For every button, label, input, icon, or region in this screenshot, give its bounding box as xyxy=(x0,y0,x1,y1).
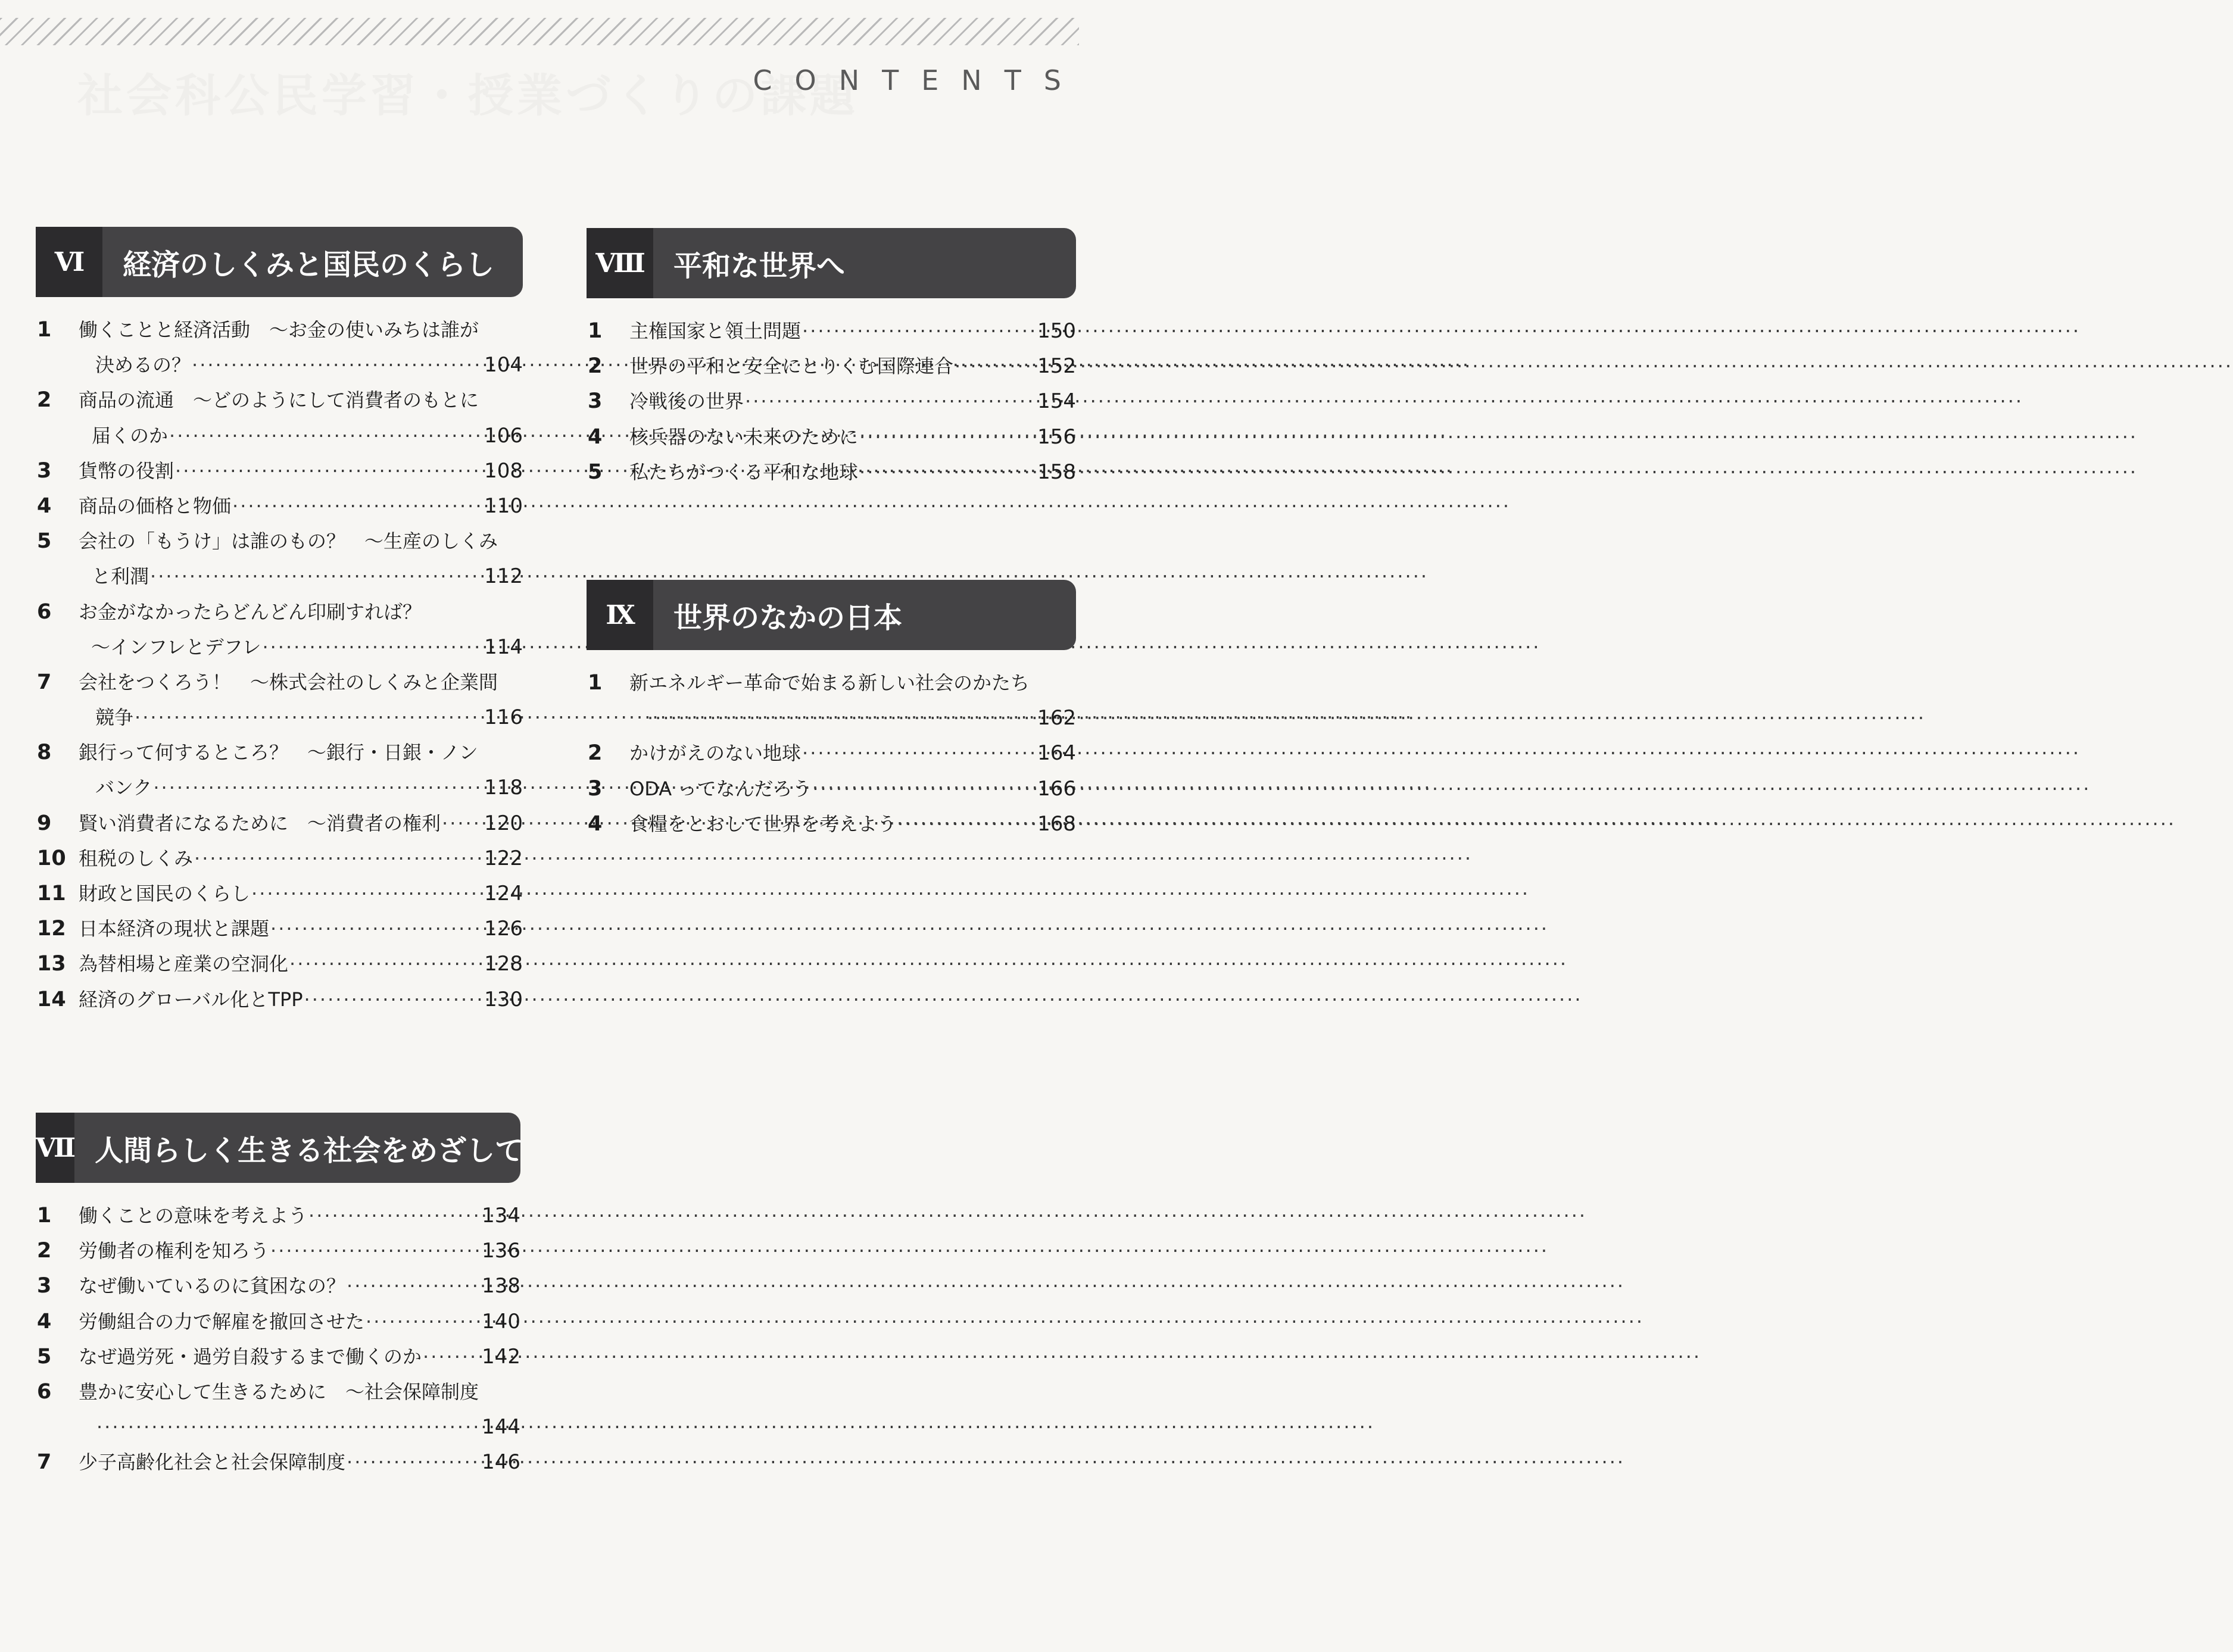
entry-page: 104 xyxy=(484,353,523,377)
leader-dots xyxy=(858,420,1037,455)
entry-number: 6 xyxy=(37,1379,52,1404)
section-title: 平和な世界へ xyxy=(673,249,846,283)
entry-title: 会社をつくろう！ ～株式会社のしくみと企業間 xyxy=(79,670,498,694)
entry-number: 8 xyxy=(37,741,52,765)
toc-entry[interactable] xyxy=(36,1198,520,1233)
leader-dots xyxy=(152,770,484,805)
toc-entry[interactable] xyxy=(36,1233,520,1269)
leader-dots xyxy=(646,701,1037,736)
entry-number: 1 xyxy=(588,671,603,695)
toc-entry[interactable] xyxy=(587,420,1076,455)
entry-title: 会社の「もうけ」は誰のもの？ ～生産のしくみ xyxy=(79,530,498,553)
section-8 xyxy=(587,228,1076,490)
entry-title-continued: ～インフレとデフレ xyxy=(91,635,261,658)
leader-dots xyxy=(345,1269,482,1304)
section-header xyxy=(587,580,1076,650)
toc-entry[interactable] xyxy=(587,772,1076,807)
entry-number: 2 xyxy=(37,1239,52,1263)
leader-dots xyxy=(345,1445,482,1480)
top-hatch-band xyxy=(0,18,1079,45)
entry-title: 核兵器のない未来のために xyxy=(629,425,859,448)
toc-entry[interactable] xyxy=(587,666,1076,736)
section-numeral: Ⅵ xyxy=(36,227,102,297)
entry-number: 2 xyxy=(588,354,603,379)
entry-title-continued: バンク xyxy=(95,776,152,800)
entry-title: なぜ働いているのに貧困なの？ xyxy=(79,1275,346,1298)
entry-page: 146 xyxy=(482,1450,520,1475)
entry-page: 118 xyxy=(484,776,523,800)
entry-title: 労働組合の力で解雇を撤回させた xyxy=(79,1310,365,1333)
leader-dots xyxy=(133,700,484,735)
toc-entry[interactable] xyxy=(587,455,1076,490)
toc-entry[interactable] xyxy=(587,736,1076,771)
entry-title: 働くことの意味を考えよう xyxy=(79,1204,308,1227)
faded-book-title: 社会科公民学習・授業づくりの課題 xyxy=(77,69,859,122)
toc-entry[interactable] xyxy=(36,454,523,489)
entry-number: 4 xyxy=(588,424,603,449)
entry-page: 108 xyxy=(484,458,523,483)
leader-dots xyxy=(307,1198,482,1233)
entry-page: 156 xyxy=(1037,424,1076,449)
entry-page: 150 xyxy=(1037,319,1076,343)
entry-page: 152 xyxy=(1037,354,1076,379)
toc-entry[interactable] xyxy=(587,384,1076,419)
leader-dots xyxy=(288,947,484,982)
leader-dots xyxy=(744,384,1037,419)
entry-page: 128 xyxy=(484,952,523,976)
section-6 xyxy=(36,227,523,1017)
entry-page: 136 xyxy=(482,1239,520,1263)
entry-number: 1 xyxy=(588,319,603,343)
toc-entry[interactable] xyxy=(36,841,523,876)
entry-title-continued: 届くのか xyxy=(92,424,169,447)
leader-dots xyxy=(858,455,1037,490)
entry-number: 12 xyxy=(37,917,66,941)
entry-title: 豊かに安心して生きるために ～社会保障制度 xyxy=(79,1380,479,1403)
entry-title: なぜ過労死・過労自殺するまで働くのか xyxy=(79,1345,422,1368)
entry-page: 114 xyxy=(484,635,523,659)
entry-number: 5 xyxy=(37,529,52,554)
entry-page: 106 xyxy=(484,423,523,448)
section-header xyxy=(587,228,1076,298)
entry-page: 130 xyxy=(484,987,523,1011)
entry-number: 10 xyxy=(37,846,66,870)
section-header xyxy=(36,1113,524,1183)
entry-page: 126 xyxy=(484,917,523,941)
leader-dots xyxy=(149,559,484,594)
entry-number: 1 xyxy=(37,318,52,342)
entry-number: 4 xyxy=(37,1309,52,1334)
section-title: 人間らしく生きる社会をめざして xyxy=(95,1133,524,1167)
entry-title: かけがえのない地球 xyxy=(629,742,801,765)
entry-page: 122 xyxy=(484,846,523,870)
toc-list xyxy=(587,666,1076,842)
toc-entry[interactable] xyxy=(36,1445,520,1480)
entry-title: 租税のしくみ xyxy=(79,847,194,870)
toc-entry[interactable] xyxy=(36,489,523,524)
toc-entry[interactable] xyxy=(36,1269,520,1304)
toc-entry[interactable] xyxy=(36,524,523,594)
entry-title: 銀行って何するところ？ ～銀行・日銀・ノン xyxy=(79,741,478,764)
entry-page: 142 xyxy=(482,1344,520,1369)
toc-entry[interactable] xyxy=(587,314,1076,349)
entry-page: 144 xyxy=(482,1415,520,1439)
entry-title-continued: 決めるの？ xyxy=(95,354,191,377)
section-9 xyxy=(587,580,1076,842)
entry-number: 7 xyxy=(37,1450,52,1475)
entry-page: 162 xyxy=(1037,706,1076,730)
entry-number: 2 xyxy=(37,388,52,413)
section-numeral: Ⅷ xyxy=(587,228,653,298)
entry-page: 168 xyxy=(1037,811,1076,836)
toc-list xyxy=(36,1198,520,1481)
entry-number: 7 xyxy=(37,670,52,694)
section-title: 世界のなかの日本 xyxy=(673,601,903,635)
entry-title-continued: 競争 xyxy=(95,706,134,729)
toc-entry[interactable] xyxy=(36,383,523,453)
entry-number: 5 xyxy=(588,460,603,484)
toc-entry[interactable] xyxy=(36,1339,520,1375)
entry-number: 6 xyxy=(37,599,52,624)
toc-entry[interactable] xyxy=(36,595,523,665)
entry-page: 110 xyxy=(484,494,523,518)
toc-entry[interactable] xyxy=(587,807,1076,842)
entry-title: 食糧をとおして世界を考えよう xyxy=(629,812,897,835)
leader-dots xyxy=(422,1339,482,1375)
leader-dots xyxy=(303,982,485,1017)
entry-title: 商品の価格と物価 xyxy=(79,494,232,517)
toc-entry[interactable] xyxy=(36,1304,520,1339)
entry-title: 商品の流通 ～どのようにして消費者のもとに xyxy=(79,389,479,412)
leader-dots xyxy=(953,349,1037,384)
entry-number: 13 xyxy=(37,952,66,976)
entry-title: 冷戦後の世界 xyxy=(629,390,744,413)
leader-dots xyxy=(269,1233,482,1269)
entry-title: お金がなかったらどんどん印刷すれば？ xyxy=(79,600,422,623)
entry-page: 124 xyxy=(484,882,523,905)
toc-entry[interactable] xyxy=(36,735,523,805)
toc-list xyxy=(587,314,1076,490)
entry-number: 11 xyxy=(37,882,66,905)
entry-title: 為替相場と産業の空洞化 xyxy=(79,953,289,976)
entry-number: 3 xyxy=(37,1274,52,1298)
toc-entry[interactable] xyxy=(36,947,523,982)
entry-title: 日本経済の現状と課題 xyxy=(79,917,270,941)
entry-number: 3 xyxy=(588,776,603,801)
entry-number: 2 xyxy=(588,741,603,766)
entry-page: 112 xyxy=(484,564,523,589)
leader-dots xyxy=(261,630,484,665)
toc-entry[interactable] xyxy=(36,911,523,947)
entry-number: 3 xyxy=(37,458,52,483)
leader-dots xyxy=(811,772,1037,807)
entry-title: 新エネルギー革命で始まる新しい社会のかたち xyxy=(629,672,1030,694)
entry-page: 140 xyxy=(482,1309,520,1334)
entry-title: 労働者の権利を知ろう xyxy=(79,1239,270,1263)
entry-title: 働くことと経済活動 ～お金の使いみちは誰が xyxy=(79,318,479,341)
entry-page: 120 xyxy=(484,811,523,835)
leader-dots xyxy=(269,911,484,947)
leader-dots xyxy=(801,314,1037,349)
toc-entry[interactable] xyxy=(36,806,523,841)
entry-page: 158 xyxy=(1037,460,1076,484)
section-7 xyxy=(36,1113,524,1481)
section-header xyxy=(36,227,523,297)
leader-dots xyxy=(191,348,484,383)
leader-dots xyxy=(250,876,484,911)
entry-title: 財政と国民のくらし xyxy=(79,882,251,905)
entry-number: 4 xyxy=(37,494,52,518)
contents-label: CONTENTS xyxy=(753,64,1084,96)
toc-entry[interactable] xyxy=(36,1375,520,1445)
entry-number: 9 xyxy=(37,811,52,835)
entry-page: 164 xyxy=(1037,741,1076,766)
entry-title: ODA ってなんだろう xyxy=(629,777,812,800)
toc-list xyxy=(36,313,523,1017)
entry-title: 私たちがつくる平和な地球 xyxy=(629,460,859,483)
entry-number: 1 xyxy=(37,1204,52,1228)
toc-entry[interactable] xyxy=(36,982,523,1017)
leader-dots xyxy=(168,419,484,454)
section-numeral: Ⅶ xyxy=(36,1113,74,1183)
entry-page: 138 xyxy=(482,1274,520,1298)
entry-page: 134 xyxy=(482,1204,520,1228)
leader-dots xyxy=(801,736,1037,771)
section-numeral: Ⅸ xyxy=(587,580,653,650)
leader-dots xyxy=(896,807,1037,842)
toc-entry[interactable] xyxy=(36,876,523,911)
leader-dots xyxy=(231,489,484,524)
entry-number: 14 xyxy=(37,987,66,1011)
entry-page: 116 xyxy=(484,705,523,730)
leader-dots xyxy=(95,1410,482,1445)
leader-dots xyxy=(193,841,484,876)
entry-number: 5 xyxy=(37,1344,52,1369)
toc-entry[interactable] xyxy=(36,665,523,735)
entry-number: 4 xyxy=(588,811,603,836)
entry-title: 世界の平和と安全にとりくむ国際連合 xyxy=(629,355,954,378)
leader-dots xyxy=(364,1304,482,1339)
entry-page: 154 xyxy=(1037,389,1076,414)
entry-title: 貨幣の役割 xyxy=(79,459,174,482)
entry-title: 主権国家と領土問題 xyxy=(629,320,801,342)
entry-page: 166 xyxy=(1037,776,1076,801)
entry-number: 3 xyxy=(588,389,603,414)
entry-title: 経済のグローバル化とTPP xyxy=(79,988,303,1011)
section-title: 経済のしくみと国民のくらし xyxy=(123,248,495,282)
toc-entry[interactable] xyxy=(587,349,1076,384)
leader-dots xyxy=(441,806,484,841)
entry-title: 少子高齢化社会と社会保障制度 xyxy=(79,1451,346,1474)
entry-title-continued: と利潤 xyxy=(92,565,149,588)
toc-entry[interactable] xyxy=(36,313,523,383)
entry-title: 賢い消費者になるために ～消費者の権利 xyxy=(79,811,441,835)
leader-dots xyxy=(174,454,484,489)
